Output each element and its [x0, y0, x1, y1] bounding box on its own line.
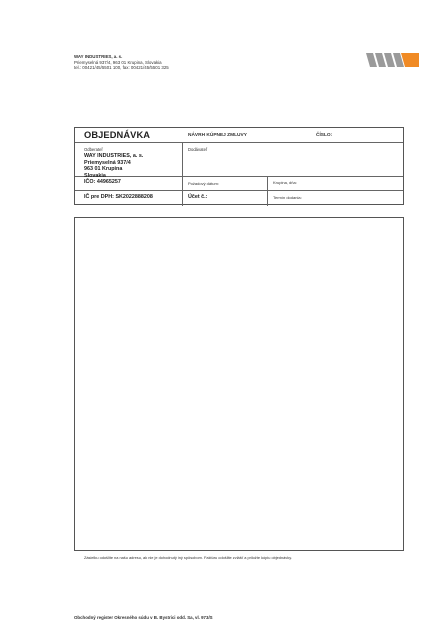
logo-stripe-1: [366, 53, 377, 67]
logo-accent-bar: [401, 53, 419, 67]
buyer-address: [84, 153, 143, 180]
vat-value: IČ pre DPH: SK2022888208: [84, 194, 153, 200]
buyer-line: Priemyselná 937/4: [84, 159, 131, 166]
way-logo: [364, 52, 419, 68]
company-name: WAY INDUSTRIES, a. s.: [74, 54, 123, 59]
buyer-line: 963 01 Krupina: [84, 166, 123, 173]
footer-register: Obchodný register Okresného súdu v B. Bystrici odd. Sa, vl. 973/S: [74, 615, 213, 620]
logo-stripe-3: [384, 53, 395, 67]
company-contact: tel.: 00421/45/5501 100, fax: 00421/45/5501 325: [74, 65, 169, 71]
company-address: Priemyselná 937/4, 963 01 Krupina, Slovakia: [74, 59, 162, 65]
number-label: ČÍSLO:: [316, 133, 333, 138]
account-label: Účet č.:: [188, 194, 208, 200]
shipping-note: Zásielku odošlite na našu adresu, ak nie je dohodnutý iný spôsobom. Faktúru odošlite zvlášť a priložte kópiu objednávky.: [84, 555, 292, 560]
order-content-box: [74, 217, 404, 551]
form-title: OBJEDNÁVKA: [84, 130, 151, 140]
buyer-line: WAY INDUSTRIES, a. s.: [84, 153, 144, 159]
ico-value: IČO: 44965257: [84, 179, 121, 185]
supplier-label: Dodávateľ: [188, 147, 208, 152]
buyer-line: Slovakia: [84, 173, 106, 180]
logo-stripe-2: [375, 53, 386, 67]
form-row-divider: [75, 142, 403, 143]
request-date-label: Požadový dátum:: [188, 181, 219, 186]
company-header: [74, 54, 169, 71]
buyer-label: Odberateľ: [84, 147, 103, 152]
form-row-divider: [75, 190, 403, 191]
form-col-divider: [182, 142, 183, 206]
place-date-label: Krupina, dňa:: [273, 180, 297, 185]
order-form: [74, 127, 404, 205]
delivery-label: Termín dodania:: [273, 195, 302, 200]
form-col-divider: [267, 176, 268, 206]
contract-label: NÁVRH KÚPNEJ ZMLUVY: [188, 133, 247, 138]
